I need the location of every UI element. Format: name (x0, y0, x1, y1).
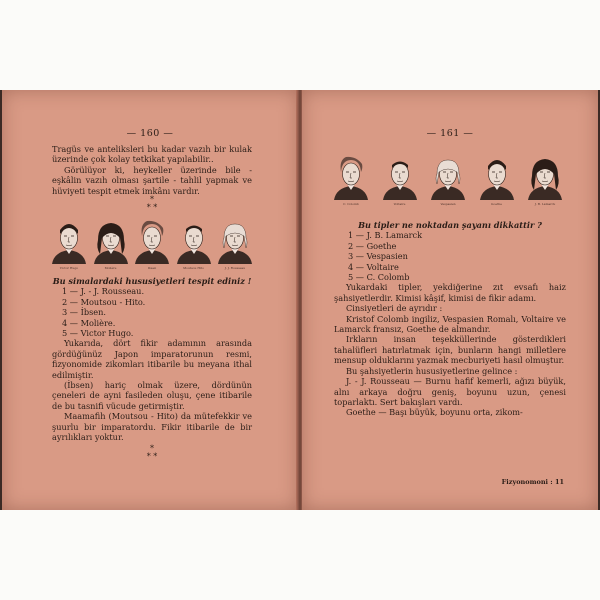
portrait (50, 218, 88, 268)
question-heading: Bu tipler ne noktadan şayanı dikkattir ? (358, 220, 542, 230)
right-page (302, 90, 598, 510)
list-item: 2 — Moutsou - Hito. (62, 296, 146, 307)
list-item: 3 — İbsen. (62, 307, 106, 318)
page-number-161: — 161 — (426, 128, 474, 139)
portrait (133, 218, 171, 268)
paragraph: Goethe — Başı büyük, boyunu orta, zikom- (346, 407, 523, 418)
left-upper-text (52, 144, 252, 212)
left-lower-text (52, 276, 252, 461)
portrait-engraving-icon (216, 218, 254, 264)
portrait-engraving-icon (381, 154, 419, 200)
left-portrait-row (50, 218, 254, 270)
list-item: 4 — Molière. (62, 317, 116, 328)
portrait-caption: C. Colomb (343, 202, 359, 206)
ornament-stars: * * * (146, 443, 158, 461)
paragraph: Görülüyor ki, heykeller üzerinde bile - eşkâlin vazıh olması şartile - tahlil yapmak ve hüviyeti tespit etmek imkânı vardır. (52, 164, 252, 196)
list-item: 1 — J. - J. Rousseau. (62, 286, 145, 297)
portrait-caption: J. J. Rousseau (224, 266, 246, 270)
portrait-engraving-icon (133, 218, 171, 264)
paragraph: Yukardaki tipler, yekdiğerine zıt evsafı haiz şahsiyetlerdir. Kimisi kâşif, kimisi de fikir adamı. (334, 282, 566, 303)
portrait-caption: Victor Hugo (59, 266, 79, 270)
list-item: 4 — Voltaire (348, 261, 399, 272)
name-list (334, 230, 566, 282)
paragraph: Kristof Colomb ingiliz, Vespasien Romalı, Voltaire ve Lamarck fransız, Goethe de almandır. (334, 313, 566, 335)
paragraph: Bu şahsiyetlerin hususiyetlerine gelince : (346, 365, 518, 376)
paragraph: Yukarıda, dört fikir adamının arasında gördüğünüz Japon imparatorunun resmi, fizyonomide zikomları itibarile bu meyana ithal edilmiştir. (52, 338, 252, 380)
list-item: 5 — Victor Hugo. (62, 328, 134, 339)
portrait-engraving-icon (526, 154, 564, 200)
paragraph: Irkların insan teşekküllerinde gösterdikleri tahalüfleri hatırlatmak için, bunların hangi milletlere mensup olduklarını yazmak mecburiyeti hasıl olmuştur. (334, 334, 566, 366)
portrait (478, 154, 516, 204)
name-list (52, 286, 252, 338)
right-portrait-row (332, 154, 564, 206)
portrait (175, 218, 213, 268)
portrait (332, 154, 370, 204)
list-item: 3 — Vespasien (348, 251, 408, 262)
portrait (526, 154, 564, 204)
portrait (429, 154, 467, 204)
question-heading: Bu simalardaki hususiyetleri tespit ediniz ! (52, 276, 252, 286)
ornament-stars: * * * (146, 195, 158, 213)
portrait-caption: Goethe (491, 202, 502, 206)
portrait-caption: J. B. Lamarck (534, 202, 556, 206)
portrait-caption: Voltaire (393, 202, 406, 206)
paragraph: (İbsen) hariç olmak üzere, dördünün çeneleri de ayni fasileden oluşu, çene itibarile de bu tasnifi vücude getirmiştir. (52, 380, 252, 411)
portrait (381, 154, 419, 204)
portrait-engraving-icon (332, 154, 370, 200)
left-page (2, 90, 298, 510)
paragraph: Cinsiyetleri de ayrıdır : (346, 303, 443, 314)
open-book (0, 90, 600, 510)
list-item: 1 — J. B. Lamarck (348, 230, 423, 241)
page-number-160: — 160 — (126, 128, 174, 139)
right-text (334, 220, 566, 418)
paragraph: Tragüs ve anteliksleri bu kadar vazıh bir kulak üzerinde çok kolay tetkikat yapılabilir.. (52, 144, 252, 165)
portrait-engraving-icon (429, 154, 467, 200)
portrait-caption: Moutsou Hito (183, 266, 204, 270)
paragraph: J. - J. Rousseau — Burnu hafif kemerli, ağızı büyük, alnı arkaya doğru geniş, boyunu uzun, çenesi toparlaktı. Sert bakışları vardı. (334, 376, 566, 407)
portrait-engraving-icon (478, 154, 516, 200)
portrait-engraving-icon (50, 218, 88, 264)
portrait-engraving-icon (92, 218, 130, 264)
portrait-caption: Vespasien (440, 202, 456, 206)
list-item: 2 — Goethe (348, 240, 397, 251)
paragraph: Maamafih (Moutsou - Hito) da mütefekkir ve şuurlu bir imparatordu. Fikir itibarile de bir ayrılıkları yoktur. (52, 411, 252, 443)
page-footer: Fizyonomoni : 11 (501, 478, 564, 486)
portrait-caption: Molière (104, 266, 117, 270)
portrait-engraving-icon (175, 218, 213, 264)
list-item: 5 — C. Colomb (348, 272, 410, 283)
portrait (216, 218, 254, 268)
portrait-caption: Ibsen (147, 266, 157, 270)
portrait (92, 218, 130, 268)
